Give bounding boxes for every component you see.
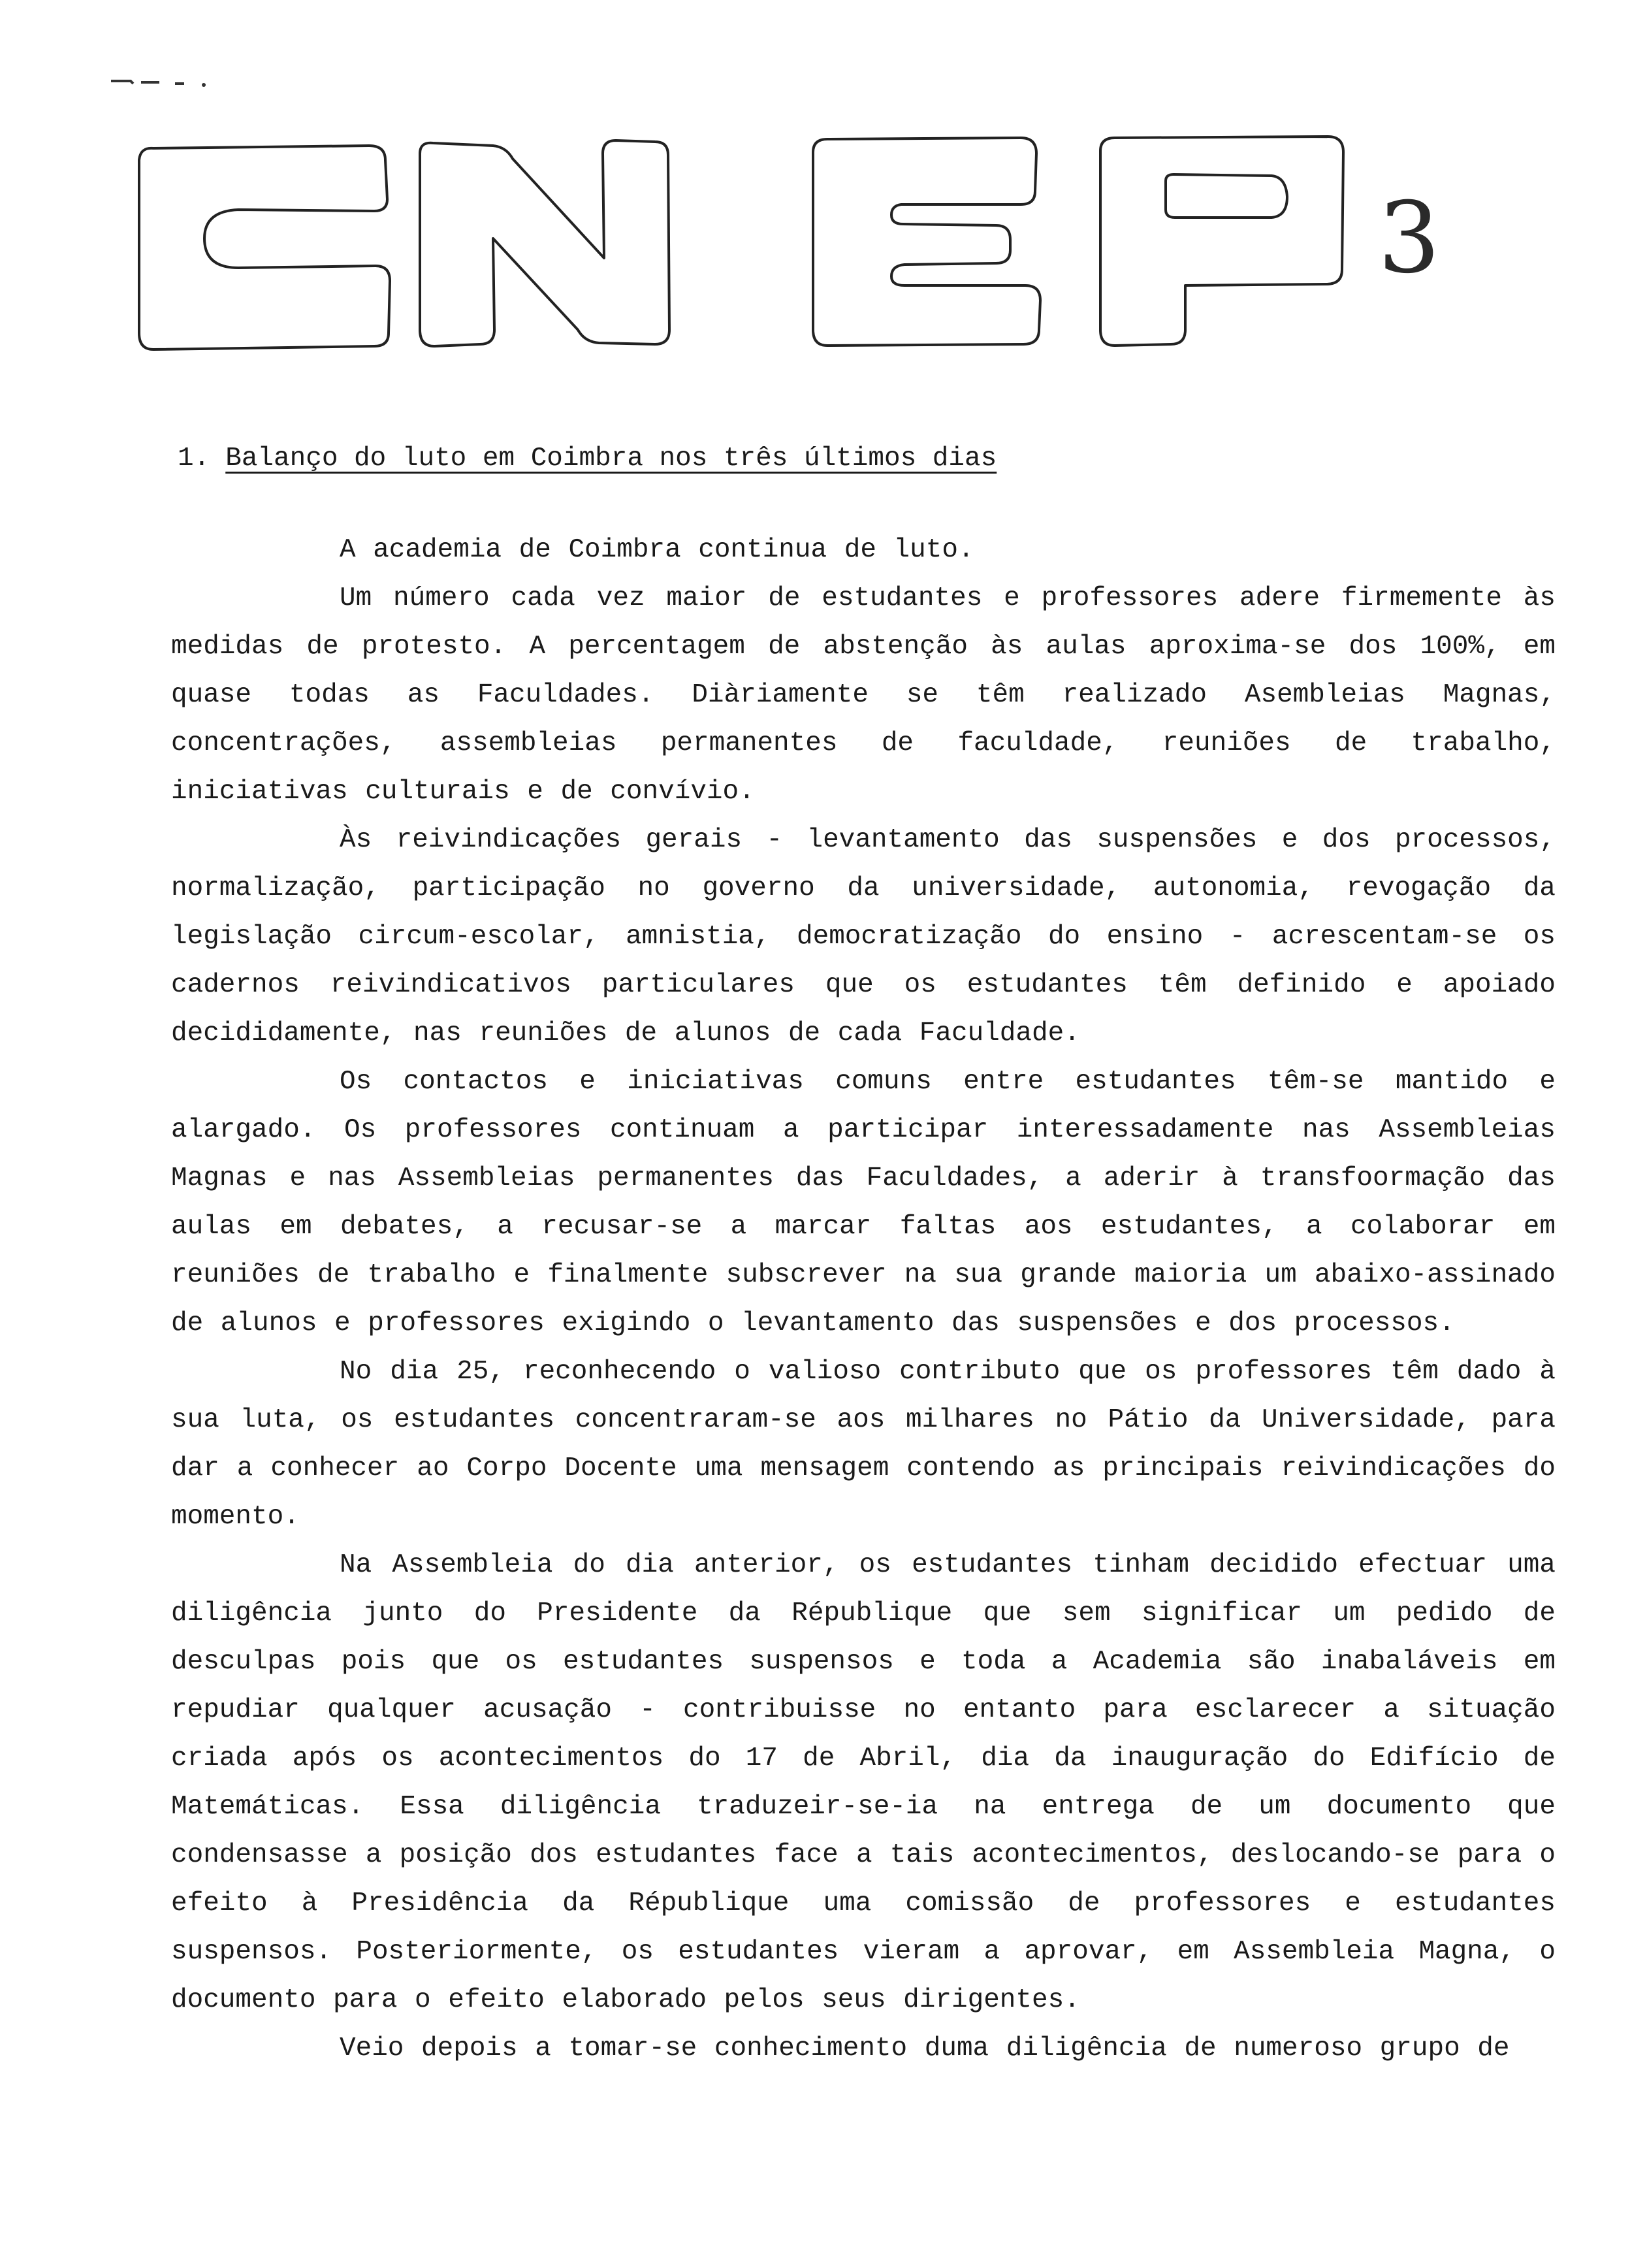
paragraph: Um número cada vez maior de estudantes e professores adere firmemente às medidas de protesto. A percentagem de abstenção às aulas aproxima-se dos 100%, em quase todas as Faculdades. Diàriamente se têm realizado Asembleias Magnas, concentrações, assembleias permanentes de faculdade, reuniões de trabalho, iniciativas culturais e de convívio.: [171, 583, 1556, 807]
masthead-logo: [127, 134, 1355, 356]
logo-letter-c: [139, 146, 390, 349]
paragraph: Veio depois a tomar-se conhecimento duma diligência de numeroso grupo de: [340, 2033, 1510, 2064]
document-body: [171, 434, 1556, 2073]
paragraph: Os contactos e iniciativas comuns entre estudantes têm-se mantido e alargado. Os professores continuam a participar interessadamente nas Assembleias Magnas e nas Assembleias permanentes das Faculdades, a aderir à transfoormação das aulas em debates, a recusar-se a marcar faltas aos estudantes, a colaborar em reuniões de trabalho e finalmente subscrever na sua grande maioria um abaixo-assinado de alunos e professores exigindo o levantamento das suspensões e dos processos.: [171, 1067, 1556, 1338]
issue-number: 3: [1378, 182, 1441, 295]
logo-letter-e: [813, 138, 1040, 346]
logo-letter-n: [420, 140, 669, 346]
logo-letter-p: [1100, 137, 1343, 346]
section-heading: [178, 434, 1562, 483]
section-number: 1.: [178, 444, 210, 474]
paragraph: Na Assembleia do dia anterior, os estudantes tinham decidido efectuar uma diligência junto do Presidente da République que sem significar um pedido de desculpas pois que os estudantes suspensos e toda a Academia são inabaláveis em repudiar qualquer acusação - contribuisse no entanto para esclarecer a situação criada após os acontecimentos do 17 de Abril, dia da inauguração do Edifício de Matemáticas. Essa diligência traduzeir-se-ia na entrega de um documento que condensasse a posição dos estudantes face a tais acontecimentos, deslocando-se para o efeito à Presidência da République uma comissão de professores e estudantes suspensos. Posteriormente, os estudantes vieram a aprovar, em Assembleia Magna, o documento para o efeito elaborado pelos seus dirigentes.: [171, 1550, 1556, 2015]
logo-letter-p-counter: [1166, 174, 1287, 218]
section-title: Balanço do luto em Coimbra nos três últimos dias: [225, 444, 997, 474]
paragraph: No dia 25, reconhecendo o valioso contributo que os professores têm dado à sua luta, os estudantes concentraram-se aos milhares no Pátio da Universidade, para dar a conhecer ao Corpo Docente uma mensagem contendo as principais reivindicações do momento.: [171, 1357, 1556, 1532]
corner-marks: [111, 77, 216, 90]
paragraph: A academia de Coimbra continua de luto.: [340, 535, 974, 565]
paragraph: Às reivindicações gerais - levantamento das suspensões e dos processos, normalização, participação no governo da universidade, autonomia, revogação da legislação circum-escolar, amnistia, democratização do ensino - acrescentam-se os cadernos reivindicativos particulares que os estudantes têm definido e apoiado decididamente, nas reuniões de alunos de cada Faculdade.: [171, 825, 1556, 1048]
